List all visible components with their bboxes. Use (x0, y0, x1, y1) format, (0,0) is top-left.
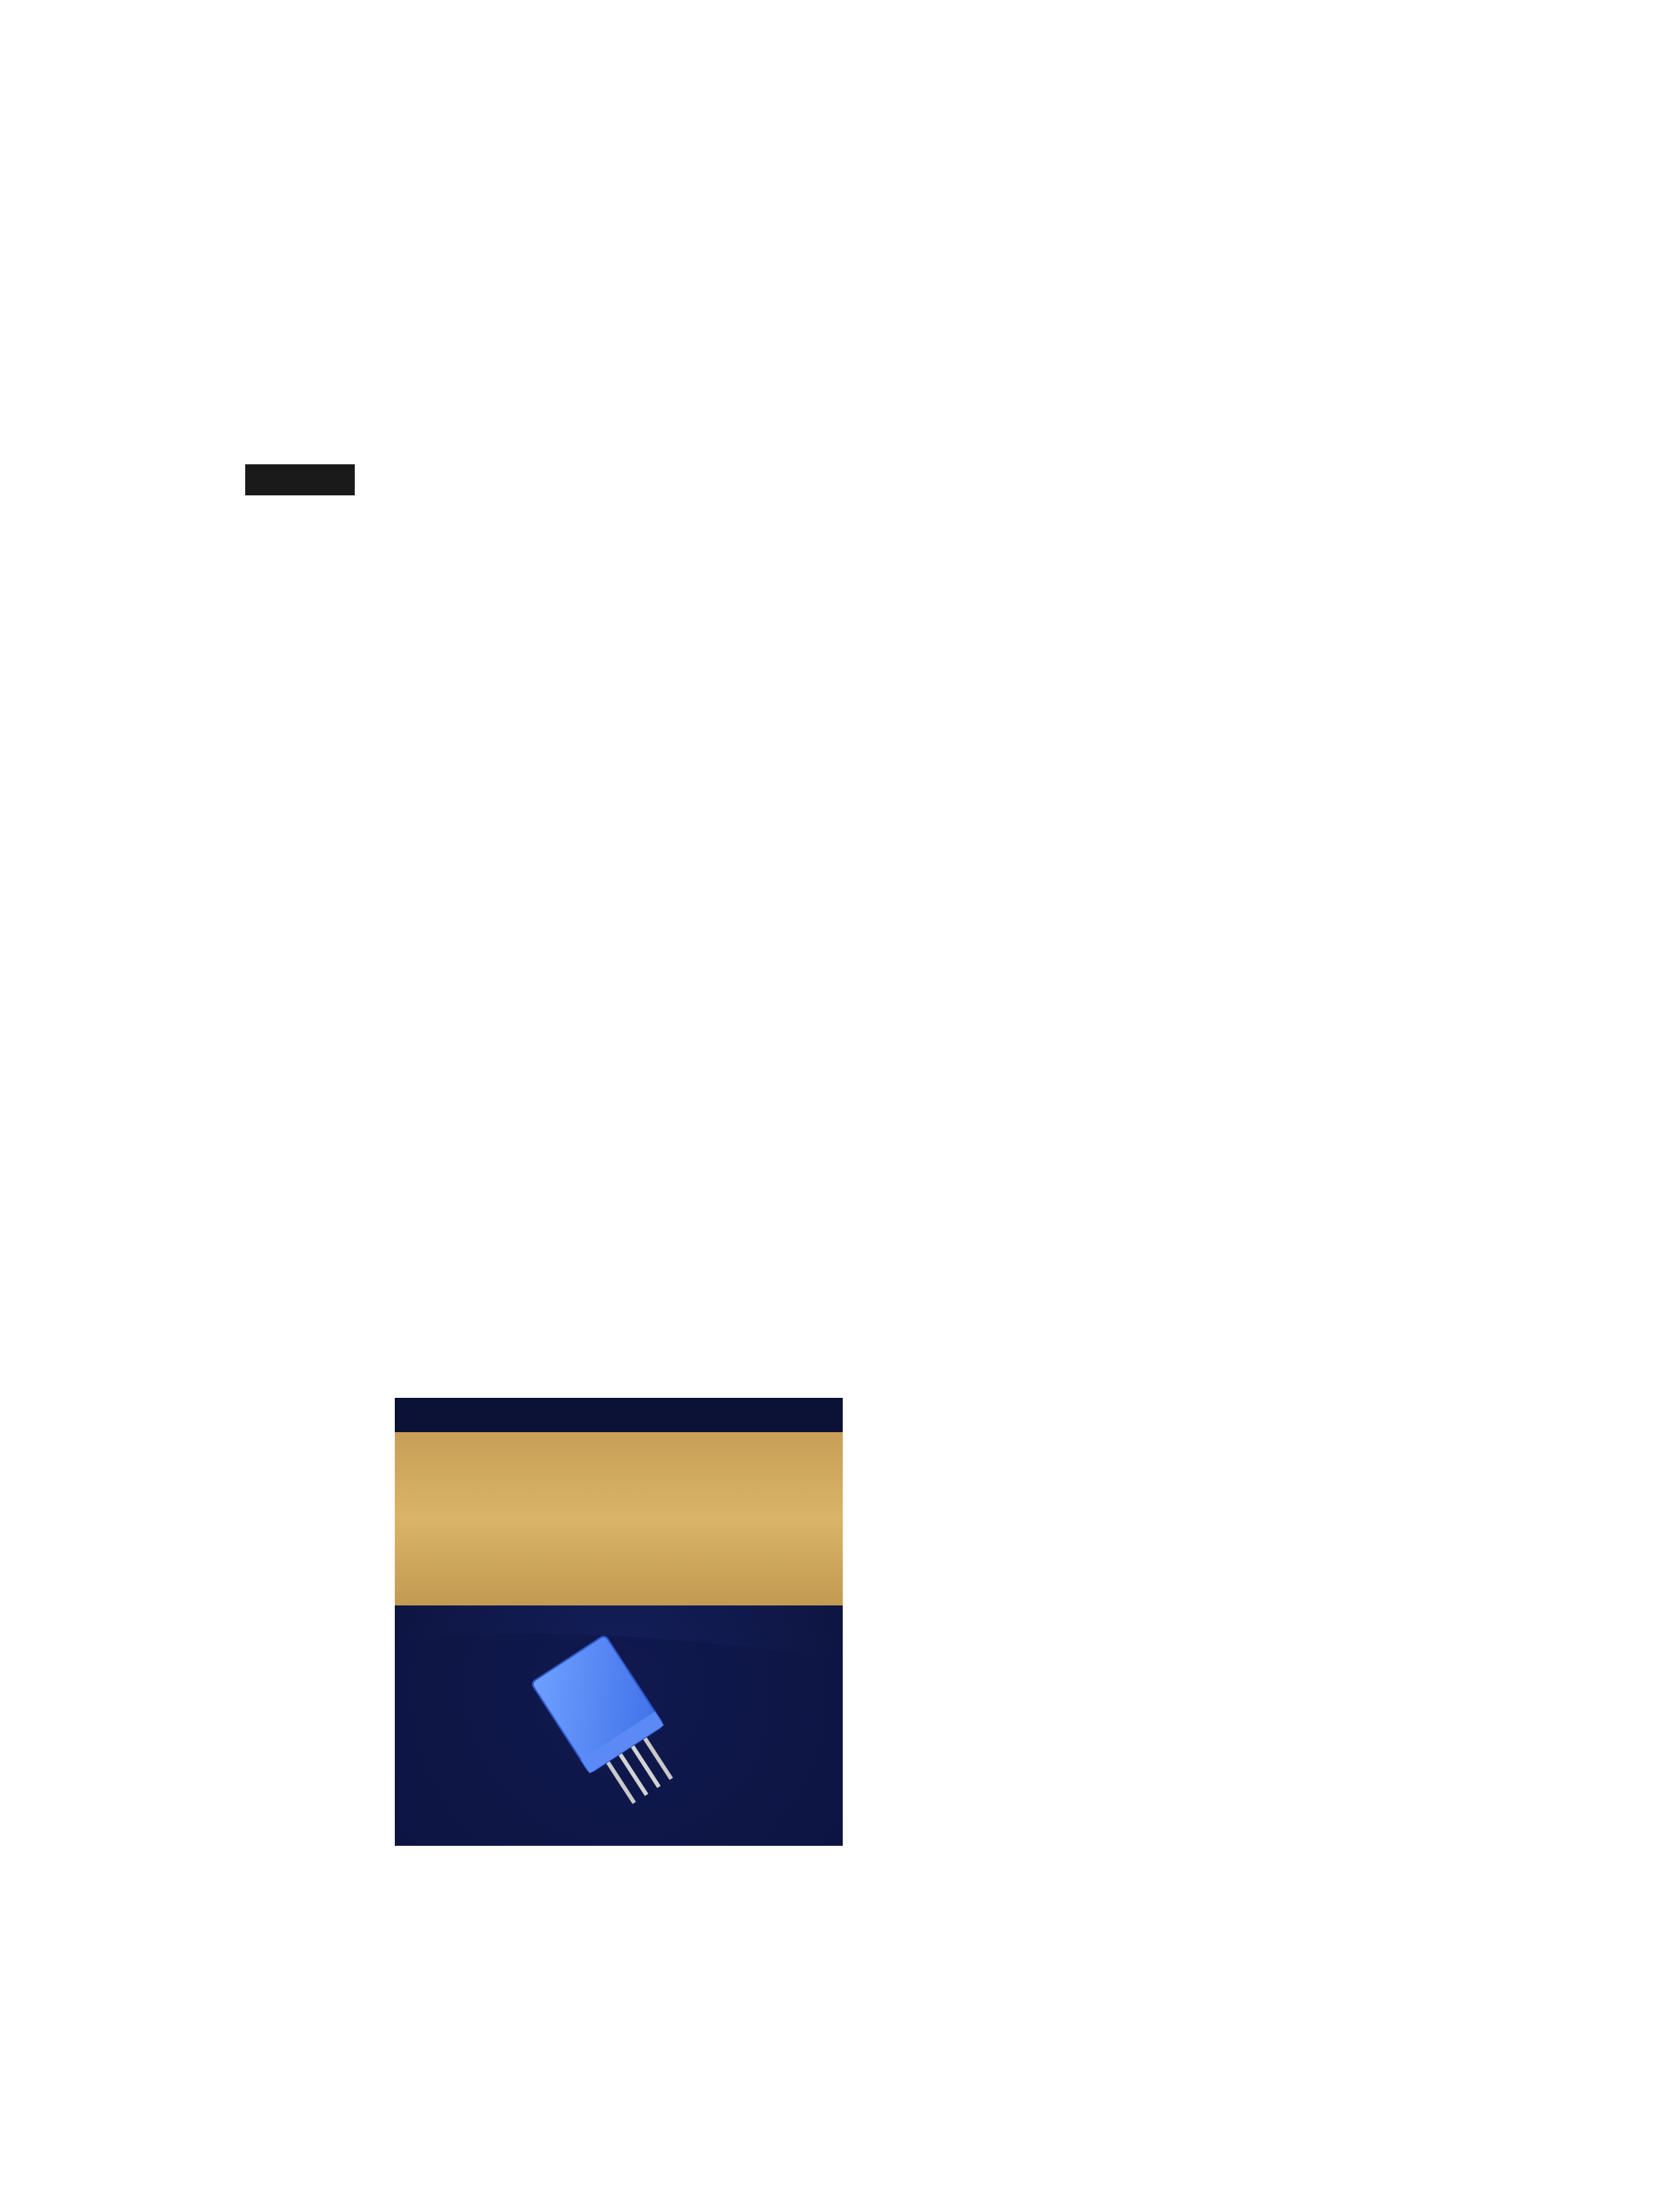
ruler (395, 1432, 843, 1605)
note-label (245, 464, 355, 495)
page-folio (141, 2080, 168, 2111)
ruler-body (395, 1432, 843, 1605)
figure-dht11-photo (395, 1398, 843, 1846)
dht11-photo (395, 1398, 843, 1846)
photo-top-edge (395, 1398, 843, 1432)
